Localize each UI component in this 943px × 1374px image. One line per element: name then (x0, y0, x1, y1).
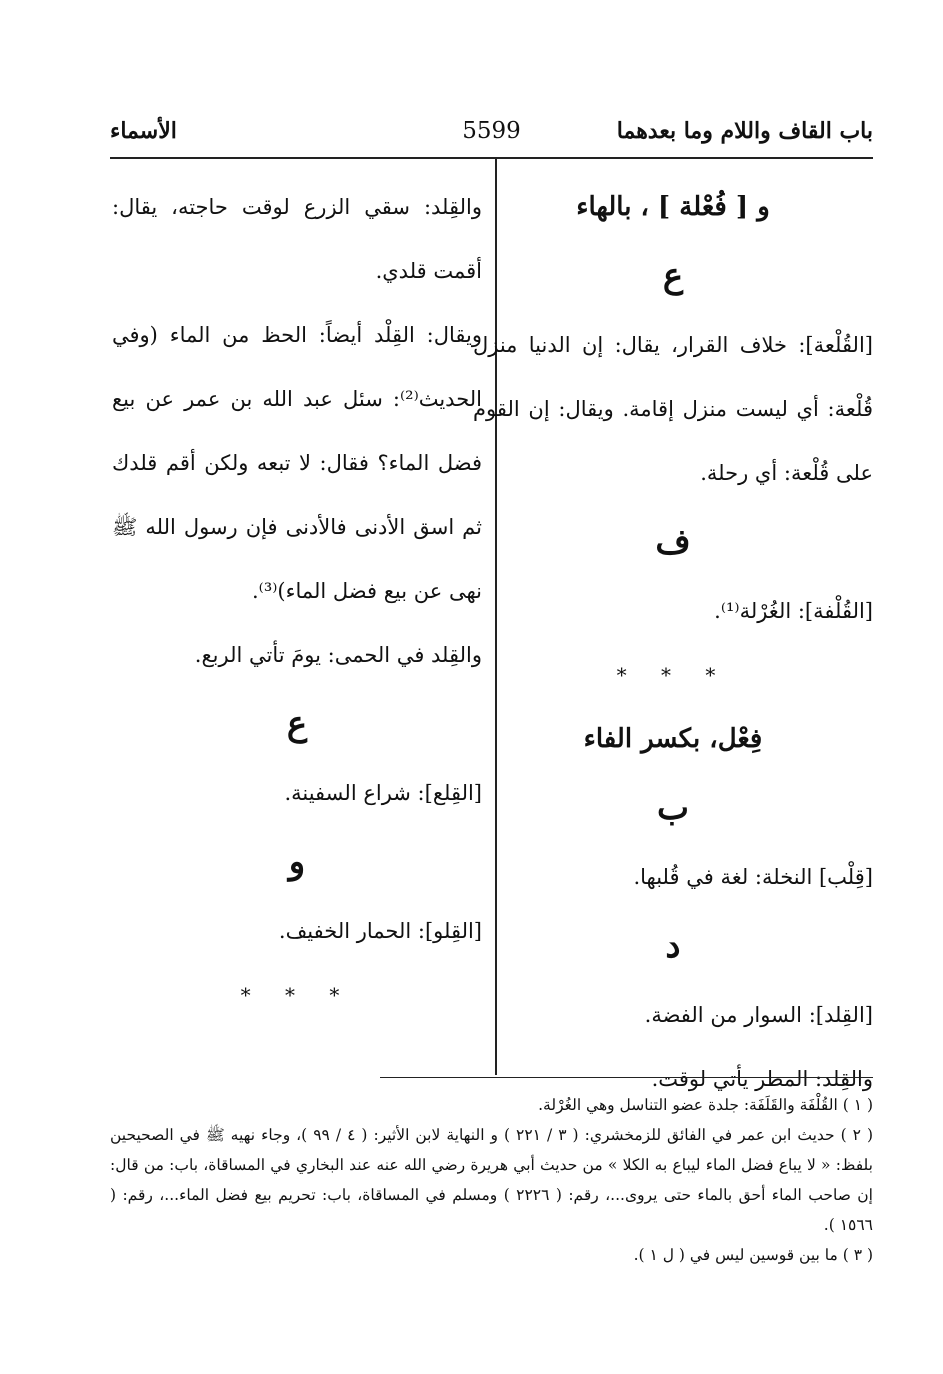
letter-heading-ain: ع (662, 256, 684, 296)
entry-qilb: [قِلْب] النخلة: لغة في قُلبها. (633, 865, 873, 889)
entry-qild-rain: والقِلد: المطر يأتي لوقت. (651, 1067, 873, 1091)
footnote-2: ( ٢ ) حديث ابن عمر في الفائق للزمخشري: ( ٣ / ٢٢١ ) و النهاية لابن الأثير: ( ٤ / ٩٩ )، وجاء نهيه ﷺ في الصحيحين بلفظ: « لا يباع فضل الماء ليباع به الكلا » من حديث أبي هريرة رضي الله عنه عند البخاري في المساقاة، باب: من قال: إن صاحب الماء أحق بالماء حتى يروى...، رقم: ( ٢٢٢٦ ) ومسلم في المساقاة، باب: تحريم بيع فضل الماء...، رقم: ( ١٥٦٦ ). (110, 1126, 874, 1234)
letter-heading-fa: ف (655, 522, 691, 562)
entry-heading-fil: فِعْل، بكسر الفاء (583, 724, 763, 754)
right-column (473, 175, 873, 1111)
page-number: 5599 (462, 118, 521, 144)
section-name: الأسماء (110, 118, 177, 144)
page-header (110, 118, 873, 158)
entry-qilw: [القِلو]: الحمار الخفيف. (278, 919, 482, 943)
letter-heading-dal: د (665, 926, 681, 966)
entry-qild-fever: والقِلد في الحمى: يومَ تأتي الربع. (194, 643, 482, 667)
running-title: باب القاف واللام وما بعدهما (616, 118, 873, 144)
entry-qild-irrigation: والقِلد: سقي الزرع لوقت حاجته، يقال: أقمت قلدي. (112, 195, 482, 283)
letter-heading-ain-left: ع (286, 704, 308, 744)
entry-qulaa: [القُلْعة]: خلاف القرار، يقال: إن الدنيا منزل قُلْعة: أي ليست منزل إقامة. ويقال: إن القوم على قُلْعة: أي رحلة. (473, 333, 873, 485)
footnote-rule (380, 1077, 873, 1078)
entry-qild-bracelet: [القِلد]: السوار من الفضة. (644, 1003, 873, 1027)
header-rule (110, 157, 873, 159)
left-column (112, 175, 482, 1027)
letter-heading-ba: ب (656, 788, 689, 828)
footnotes (110, 1090, 873, 1270)
footnote-3: ( ٣ ) ما بين قوسين ليس في ( ل ١ ). (633, 1246, 873, 1264)
letter-heading-waw: و (288, 842, 306, 882)
entry-heading-fula: و [ فُعْلة ] ، بالهاء (576, 192, 770, 222)
entry-qild-share: ويقال: القِلْد أيضاً: الحظ من الماء (وفي الحديث⁽²⁾: سئل عبد الله بن عمر عن بيع فضل الماء؟ فقال: لا تبعه ولكن أقم قلدك ثم اسق الأدنى فالأدنى فإن رسول الله ﷺ نهى عن بيع فضل الماء)⁽³⁾. (112, 323, 482, 603)
section-separator: * * * (616, 663, 730, 687)
footnote-1: ( ١ ) القُلْفَة والقَلَفَة: جلدة عضو التناسل وهي الغُرْلة. (538, 1096, 873, 1114)
section-separator-left: * * * (240, 983, 354, 1007)
entry-qulfa: [القُلْفة]: الغُرْلة⁽¹⁾. (714, 599, 873, 623)
entry-qila: [القِلع]: شراع السفينة. (284, 781, 482, 805)
